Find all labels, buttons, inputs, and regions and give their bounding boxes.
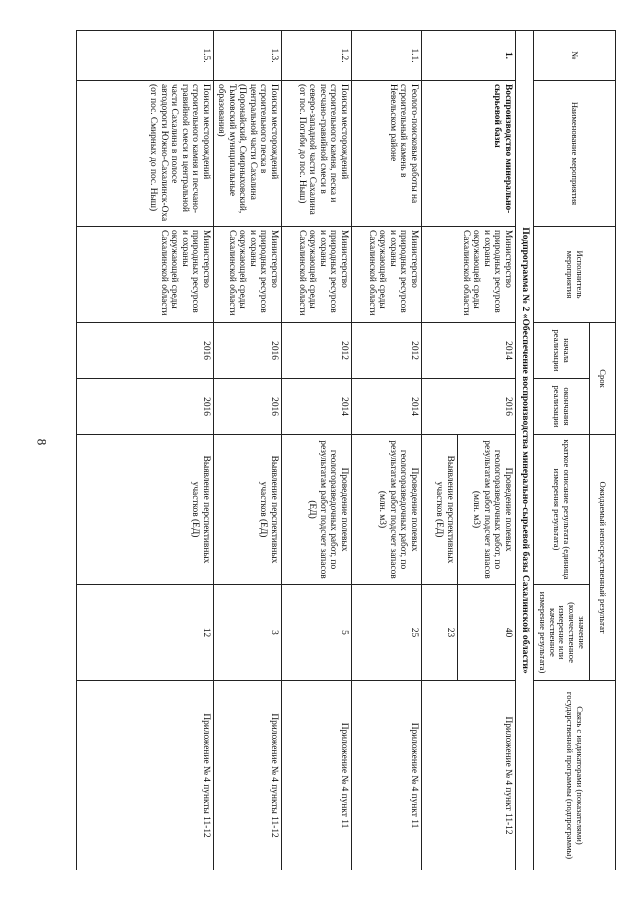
- table-sheet: [76, 30, 616, 870]
- row-start: 2012: [282, 323, 352, 379]
- row-result: Выявление перспективных участков (ЕД): [77, 435, 214, 585]
- header-name: Наименование мероприятия: [534, 81, 616, 227]
- row-end: 2016: [77, 379, 214, 435]
- row-value: 3: [213, 585, 281, 681]
- row-end: 2014: [352, 379, 422, 435]
- row-end: 2016: [422, 379, 516, 435]
- row-num: 1.5.: [77, 31, 214, 81]
- header-row-1: [590, 31, 616, 871]
- row-executor: Министерство природных ресурсов и охраны окружающей среды Сахалинской области: [422, 227, 516, 323]
- header-term: Срок: [590, 323, 616, 435]
- row-name: Геолого-поисковые работы на строительный камень в Невельском районе: [352, 81, 422, 227]
- table-row: [352, 31, 422, 871]
- row-executor: Министерство природных ресурсов и охраны окружающей среды Сахалинской области: [77, 227, 214, 323]
- row-num: 1.2.: [282, 31, 352, 81]
- table-row: [77, 31, 214, 871]
- row-result: Проведение полевых геологоразведочных работ, по результатам работ подсчет запасов (ЕД): [282, 435, 352, 585]
- row-executor: Министерство природных ресурсов и охраны окружающей среды Сахалинской области: [282, 227, 352, 323]
- header-start: начала реализации: [534, 323, 590, 379]
- row-value: 25: [352, 585, 422, 681]
- row-link: Приложение № 4 пункт 11-12: [422, 681, 516, 870]
- row-result: Проведение полевых геологоразведочных работ, по результатам работ подсчет запасов (млн. м3): [352, 435, 422, 585]
- header-end: окончания реализации: [534, 379, 590, 435]
- row-link: Приложение № 4 пункт 11: [282, 681, 352, 870]
- row-link: Приложение № 4 пункты 11-12: [77, 681, 214, 870]
- table-row: [458, 31, 516, 871]
- header-result-val: значение (количественное измерение или качественное измерение результата): [534, 585, 590, 681]
- row-num: 1.1.: [352, 31, 422, 81]
- row-num: 1.3.: [213, 31, 281, 81]
- row-start: 2014: [422, 323, 516, 379]
- row-name: Поиски месторождений строительного камня и песчано-гравийной смеси в центральной части Сахалина в полосе автодороги Южно-Сахалинск-Оха (от пос. Смирных до пос. Ныш): [77, 81, 214, 227]
- row-value: 40: [458, 585, 516, 681]
- header-executor: Исполнитель мероприятия: [534, 227, 616, 323]
- subprogram-title: Подпрограмма № 2 «Обеспечение воспроизводства минерально-сырьевой базы Сахалинской области»: [516, 31, 534, 871]
- row-link: Приложение № 4 пункт 11: [352, 681, 422, 870]
- row-num: 1.: [422, 31, 516, 81]
- row-value: 5: [282, 585, 352, 681]
- row-executor: Министерство природных ресурсов и охраны окружающей среды Сахалинской области: [213, 227, 281, 323]
- subprogram-row: [516, 31, 534, 871]
- row-value: 12: [77, 585, 214, 681]
- row-end: 2014: [282, 379, 352, 435]
- row-executor: Министерство природных ресурсов и охраны окружающей среды Сахалинской области: [352, 227, 422, 323]
- row-name: Поиски месторождений строительного песка в центральной части Сахалина (Поронайский, Смирныховский, Тымовский муниципальные образования): [213, 81, 281, 227]
- row-link: Приложение № 4 пункты 11-12: [213, 681, 281, 870]
- header-link: Связь с индикаторами (показателями) государственной программы (подпрограммы): [534, 681, 616, 870]
- row-result: Выявление перспективных участков (ЕД): [213, 435, 281, 585]
- header-result-desc: краткое описание результата (единица измерения результата): [534, 435, 590, 585]
- row-value: 23: [422, 585, 458, 681]
- row-start: 2016: [213, 323, 281, 379]
- page-number: 8: [34, 438, 50, 446]
- table-row: [213, 31, 281, 871]
- measures-table: [76, 30, 616, 870]
- header-result: Ожидаемый непосредственный результат: [590, 435, 616, 681]
- row-name: Поиски месторождений строительного камня, песка и песчано-гравийной смеси в северо-западной части Сахалина (от пос. Погиби до пос. Ныш): [282, 81, 352, 227]
- row-start: 2016: [77, 323, 214, 379]
- row-start: 2012: [352, 323, 422, 379]
- row-name: Воспроизводство минерально-сырьевой базы: [422, 81, 516, 227]
- row-result: Проведение полевых геологоразведочных работ, по результатам работ подсчет запасов (млн. м3): [458, 435, 516, 585]
- rotated-table-container: [76, 30, 616, 870]
- table-row: [282, 31, 352, 871]
- row-result: Выявление перспективных участков (ЕД): [422, 435, 458, 585]
- header-num: №: [534, 31, 616, 81]
- row-end: 2016: [213, 379, 281, 435]
